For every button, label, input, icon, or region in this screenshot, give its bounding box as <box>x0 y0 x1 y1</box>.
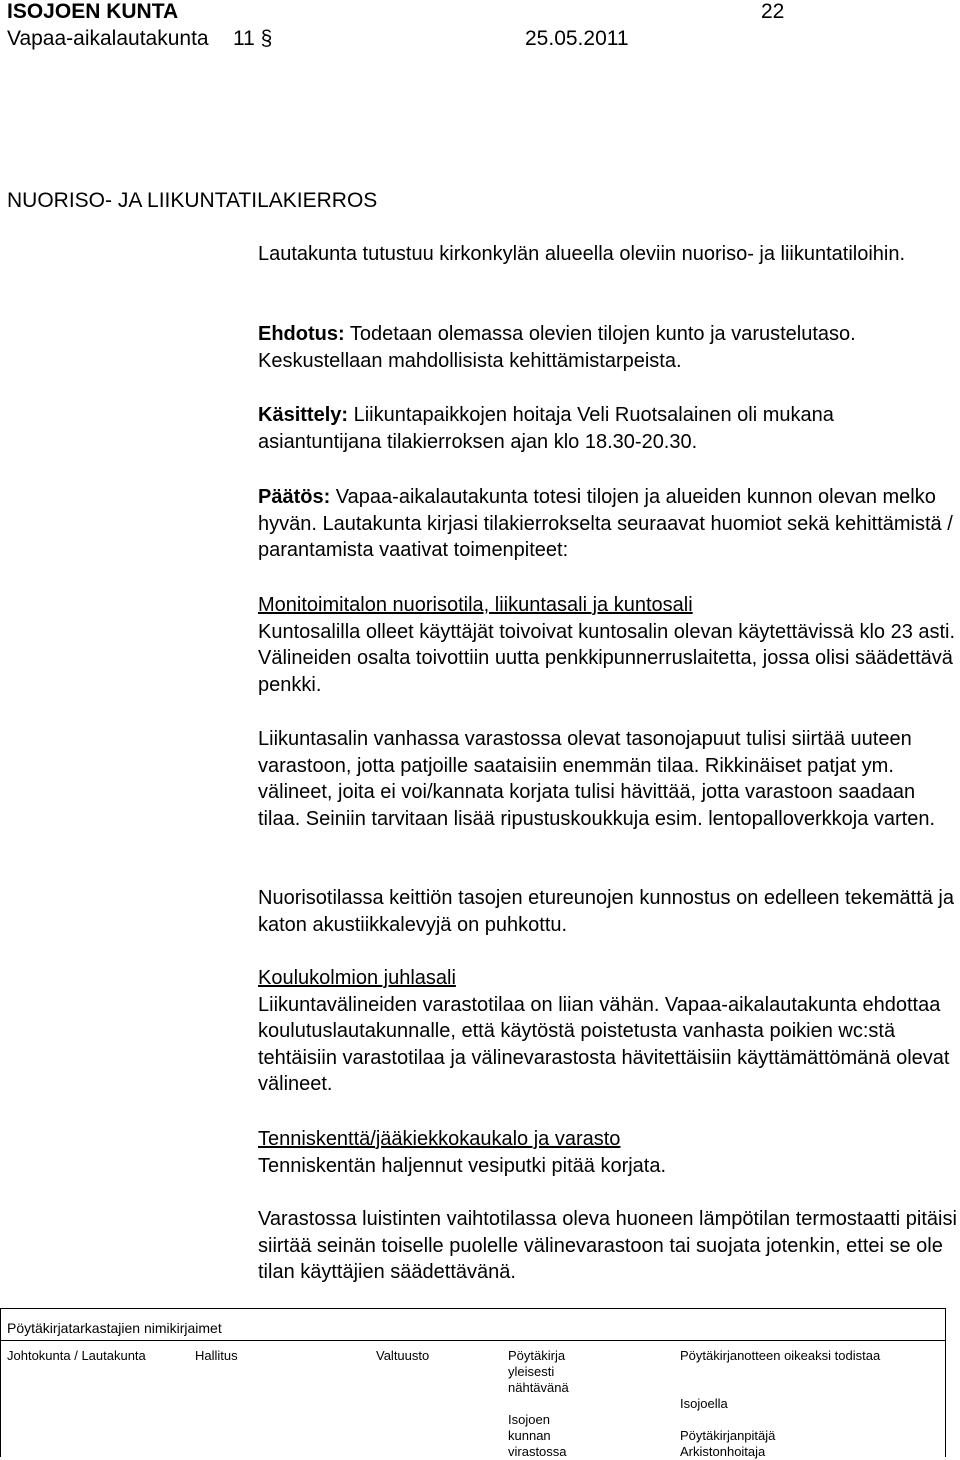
kasittely-paragraph <box>258 402 958 455</box>
tenniskentta-heading: Tenniskenttä/jääkiekkokaukalo ja varasto <box>258 1128 621 1150</box>
footer-left-border <box>0 1308 1 1457</box>
monitoimitalo-paragraph-1: Kuntosalilla olleet käyttäjät toivoivat kuntosalin olevan käytettävissä klo 23 asti. Välineiden osalta toivottiin uutta penkkipunnerruslaitetta, jossa olisi säädettävä penkki. <box>258 620 956 696</box>
footer-board-column: Johtokunta / Lautakunta <box>7 1348 146 1363</box>
monitoimitalo-section <box>258 592 958 698</box>
ehdotus-paragraph <box>258 321 958 374</box>
footer-secretary-label: Pöytäkirjanpitäjä <box>680 1428 776 1443</box>
footer-certify-label: Pöytäkirjanotteen oikeaksi todistaa <box>680 1348 881 1363</box>
monitoimitalo-heading: Monitoimitalon nuorisotila, liikuntasali ja kuntosali <box>258 594 693 616</box>
footer-council-column: Valtuusto <box>376 1348 430 1363</box>
paatos-paragraph <box>258 484 958 564</box>
kasittely-label: Käsittely: <box>258 404 349 426</box>
footer-place-label: Isojoella <box>680 1396 728 1411</box>
paatos-text: Vapaa-aikalautakunta totesi tilojen ja alueiden kunnon olevan melko hyvän. Lautakunta kirjasi tilakierrokselta seuraavat huomiot sekä kehittämistä / parantamista vaativat toimenpiteet: <box>258 486 953 561</box>
ehdotus-text: Todetaan olemassa olevien tilojen kunto ja varustelutaso. Keskustellaan mahdollisista kehittämistarpeista. <box>258 323 856 372</box>
footer-public-label-c: nähtävänä <box>508 1380 569 1395</box>
ehdotus-label: Ehdotus: <box>258 323 345 345</box>
footer-public-label-a: Pöytäkirja <box>508 1348 566 1363</box>
monitoimitalo-paragraph-2: Liikuntasalin vanhassa varastossa olevat tasonojapuut tulisi siirtää uuteen varastoon, jotta patjoille saataisiin enemmän tilaa. Rikkinäiset patjat ym. välineet, joita ei voi/kannata korjata tulisi hävittää, jotta varastoon saadaan tilaa. Seiniin tarvitaan lisää ripustuskoukkuja esim. lentopalloverkkoja varten. <box>258 728 936 830</box>
footer-public-label-d: Isojoen <box>508 1412 550 1427</box>
footer-signatures-label: Pöytäkirjatarkastajien nimikirjaimet <box>7 1320 222 1336</box>
tenniskentta-paragraph-1: Tenniskentän haljennut vesiputki pitää korjata. <box>258 1154 667 1177</box>
footer-public-label-f: virastossa <box>508 1444 567 1459</box>
koulukolmio-section <box>258 965 958 1098</box>
tenniskentta-paragraph-2: Varastossa luistinten vaihtotilassa oleva huoneen lämpötilan termostaatti pitäisi siirtää seinän toiselle puolelle välinevarastoon tai suojata jotenkin, ettei se ole tilan käyttäjien säädettävänä. <box>258 1208 957 1283</box>
footer-government-column: Hallitus <box>195 1348 238 1363</box>
footer-public-label-e: kunnan <box>508 1428 551 1443</box>
monitoimitalo-paragraph-3: Nuorisotilassa keittiön tasojen etureunojen kunnostus on edelleen tekemättä ja katon akustiikkalevyjä on puhkottu. <box>258 887 954 936</box>
board-name: Vapaa-aikalautakunta <box>7 27 209 50</box>
tenniskentta-section <box>258 1126 958 1179</box>
municipality-name: ISOJOEN KUNTA <box>7 0 179 23</box>
monitoimitalo-paragraph-2-block <box>258 726 958 832</box>
monitoimitalo-paragraph-3-block <box>258 885 958 938</box>
footer-top-rule <box>0 1308 945 1309</box>
intro-paragraph <box>258 241 958 268</box>
footer-right-border <box>945 1308 946 1457</box>
tenniskentta-paragraph-2-block <box>258 1206 958 1286</box>
kasittely-text: Liikuntapaikkojen hoitaja Veli Ruotsalainen oli mukana asiantuntijana tilakierroksen ajan klo 18.30-20.30. <box>258 404 834 453</box>
footer-public-label-b: yleisesti <box>508 1364 555 1379</box>
intro-text: Lautakunta tutustuu kirkonkylän alueella oleviin nuoriso- ja liikuntatiloihin. <box>258 243 906 265</box>
paatos-label: Päätös: <box>258 486 331 508</box>
footer-archivist-label: Arkistonhoitaja <box>680 1444 766 1459</box>
koulukolmio-heading: Koulukolmion juhlasali <box>258 967 456 989</box>
meeting-date: 25.05.2011 <box>525 27 629 50</box>
footer-divider-rule <box>0 1340 945 1341</box>
section-title: NUORISO- JA LIIKUNTATILAKIERROS <box>7 189 378 212</box>
section-number: 11 § <box>233 27 273 50</box>
koulukolmio-text: Liikuntavälineiden varastotilaa on liian vähän. Vapaa-aikalautakunta ehdottaa koulutuslautakunnalle, että käytöstä poistetusta vanhasta poikien wc:stä tehtäisiin varastotilaa ja välinevarastosta hävitettäisiin käyttämättömänä olevat välineet. <box>258 993 950 1095</box>
page-number: 22 <box>761 0 785 23</box>
